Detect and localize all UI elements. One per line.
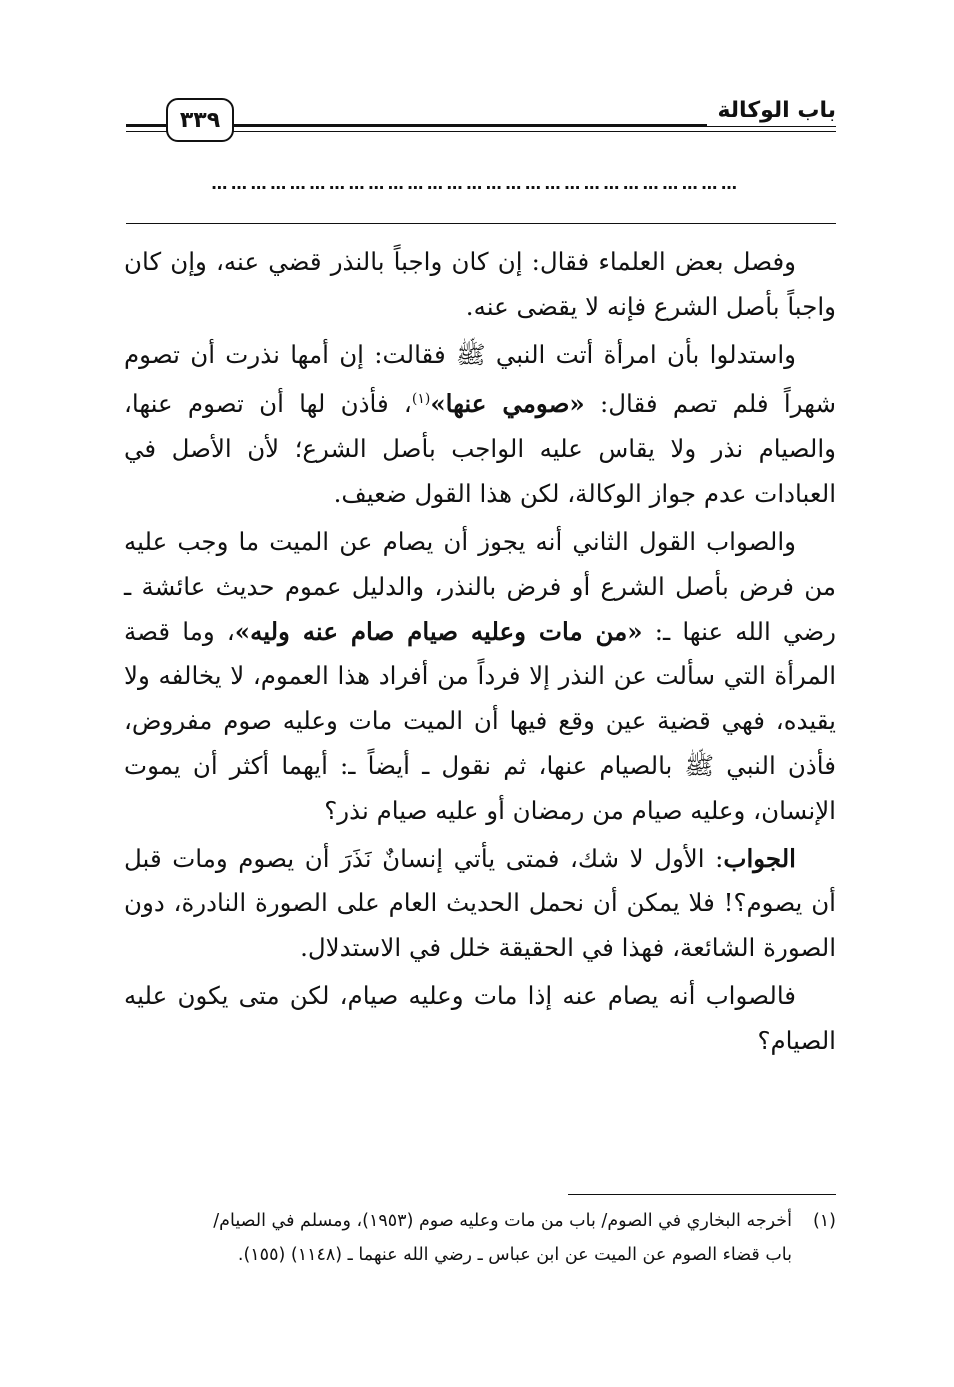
paragraph-2 xyxy=(124,333,836,517)
footnote-reference: (١) xyxy=(411,391,431,408)
page-number-text: ٣٣٩ xyxy=(179,107,221,133)
paragraph-3-text-a: والصواب القول الثاني أنه يجوز أن يصام عن الميت ما وجب عليه من فرض بأصل الشرع أو فرض بالنذر، والدليل عموم حديث عائشة ـ رضي الله عنها ـ: xyxy=(124,526,836,646)
footnote-rule xyxy=(568,1194,836,1195)
footnote-line-2 xyxy=(124,1238,836,1272)
footnote-line-1 xyxy=(124,1204,836,1238)
paragraph-4-text: : الأول لا شك، فمتى يأتي إنسانٌ نَذَرَ أن يصوم ومات قبل أن يصوم؟! فلا يمكن أن نحمل الحديث العام على الصورة النادرة، دون الصورة الشائعة، فهذا في الحقيقة خلل في الاستدلال. xyxy=(124,843,836,963)
hadith-quote-1: «صومي عنها» xyxy=(430,389,585,419)
page-number xyxy=(166,98,234,142)
answer-label: الجواب xyxy=(723,843,796,873)
separator-rule xyxy=(126,223,836,224)
dotted-line: ……………………………………………………………………… xyxy=(211,174,741,193)
chapter-title: باب الوكالة xyxy=(707,96,836,126)
hadith-quote-2: «من مات وعليه صيام صام عنه وليه» xyxy=(234,616,643,646)
footnote-text-1: أخرجه البخاري في الصوم/ باب من مات وعليه صوم (١٩٥٣)، ومسلم في الصيام/ xyxy=(213,1211,792,1231)
footnote-text-2: باب قضاء الصوم عن الميت عن ابن عباس ـ رضي الله عنهما ـ (١١٤٨) (١٥٥). xyxy=(237,1245,792,1265)
paragraph-2-text-a: واستدلوا بأن امرأة أتت النبي ﷺ فقالت: إن أمها نذرت أن تصوم شهراً فلم تصم فقال: xyxy=(124,339,837,419)
paragraph-2-text-b: ، فأذن لها أن تصوم عنها، والصيام نذر ولا يقاس عليه الواجب بأصل الشرع؛ لأن الأصل في العبادات عدم جواز الوكالة، لكن هذا القول ضعيف. xyxy=(124,389,836,509)
footnote xyxy=(124,1204,836,1272)
paragraph-5-text: فالصواب أنه يصام عنه إذا مات وعليه صيام، لكن متى يكون عليه الصيام؟ xyxy=(124,980,836,1055)
paragraph-4 xyxy=(124,837,836,971)
body-text xyxy=(124,240,836,1067)
footnote-marker: (١) xyxy=(812,1211,836,1231)
paragraph-3 xyxy=(124,520,836,834)
paragraph-3-text-b: ، وما قصة المرأة التي سألت عن النذر إلا فرداً من أفراد هذا العموم، لا يخالفه ولا يقيده، فهي قضية عين وقع فيها أن الميت مات وعليه صوم مفروض، فأذن النبي ﷺ بالصيام عنها، ثم نقول ـ أيضاً ـ: أيهما أكثر أن يموت الإنسان، وعليه صيام من رمضان أو عليه صيام نذر؟ xyxy=(124,616,836,825)
paragraph-1 xyxy=(124,240,836,330)
paragraph-5 xyxy=(124,974,836,1064)
paragraph-1-text: وفصل بعض العلماء فقال: إن كان واجباً بالنذر قضي عنه، وإن كان واجباً بأصل الشرع فإنه لا يقضى عنه. xyxy=(124,247,836,321)
